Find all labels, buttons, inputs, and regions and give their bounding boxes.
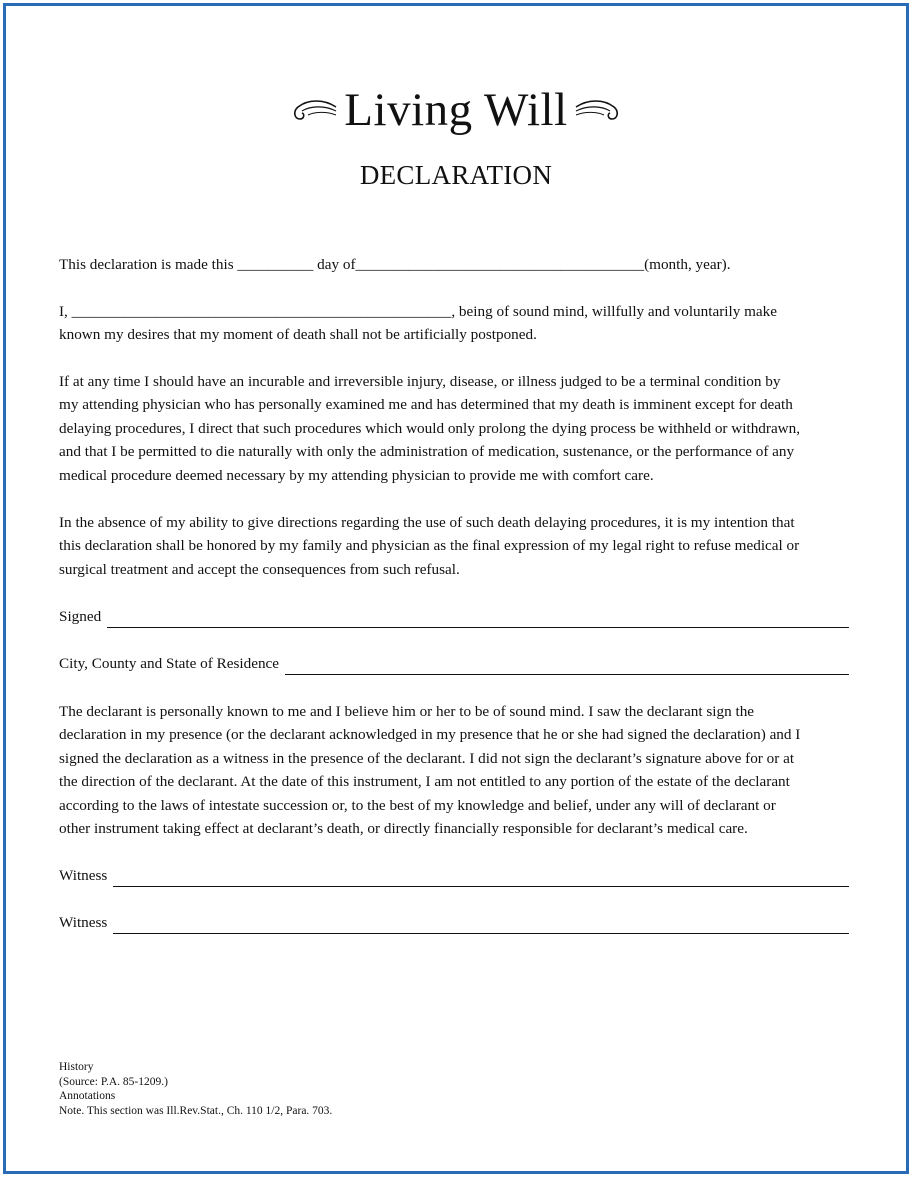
declarant-name-paragraph: I, __________________________________________________, being of sound mind, willfully and voluntarily make known my desires that my moment of death shall not be artificially postponed.	[59, 303, 777, 344]
document-subtitle: DECLARATION	[359, 160, 553, 190]
signed-blank-line[interactable]	[107, 611, 849, 628]
title-block	[0, 80, 912, 140]
residence-blank-line[interactable]	[285, 658, 849, 675]
witness-2-label: Witness	[59, 914, 108, 931]
right-flourish-icon	[574, 95, 622, 125]
footer-source: (Source: P.A. 85-1209.)	[59, 1075, 168, 1088]
witness-statement-paragraph: The declarant is personally known to me and I believe him or her to be of sound mind. I saw the declarant sign the declaration in my presence (or the declarant acknowledged in my presence that he or she had signed the declaration) and I signed the declaration as a witness in the presence of the declarant. I did not sign the declarant’s signature above for or at the direction of the declarant. At the date of this instrument, I am not entitled to any portion of the estate of the declarant according to the laws of intestate succession or, to the best of my knowledge and belief, under any will of declarant or other instrument taking effect at declarant’s death, or directly financially responsible for declarant’s medical care.	[59, 703, 801, 838]
footer-annotations: Annotations	[59, 1090, 116, 1102]
footer-history: History	[59, 1061, 94, 1073]
signed-label: Signed	[59, 608, 102, 625]
history-footer	[59, 1060, 332, 1118]
left-flourish-icon	[290, 95, 338, 125]
witness-2-blank-line[interactable]	[113, 917, 849, 934]
terminal-condition-paragraph: If at any time I should have an incurable and irreversible injury, disease, or illness judged to be a terminal condition by my attending physician who has personally examined me and has determined that my death is imminent except for death delaying procedures, I direct that such procedures which would only prolong the dying process be withheld or withdrawn, and that I be permitted to die naturally with only the administration of medication, sustenance, or the performance of any medical procedure deemed necessary by my attending physician to provide me with comfort care.	[59, 373, 801, 484]
intention-paragraph: In the absence of my ability to give directions regarding the use of such death delaying procedures, it is my intention that this declaration shall be honored by my family and physician as the final expression of my legal right to refuse medical or surgical treatment and accept the consequences from such refusal.	[59, 514, 800, 578]
witness-2-field[interactable]	[59, 911, 849, 934]
footer-note: Note. This section was Ill.Rev.Stat., Ch. 110 1/2, Para. 703.	[59, 1104, 333, 1117]
residence-field[interactable]	[59, 652, 849, 675]
declaration-date-line: This declaration is made this __________ day of______________________________________(month, year).	[59, 256, 731, 273]
witness-1-blank-line[interactable]	[113, 870, 849, 887]
witness-1-field[interactable]	[59, 864, 849, 887]
signed-field[interactable]	[59, 605, 849, 628]
document-title: Living Will	[344, 84, 568, 136]
witness-1-label: Witness	[59, 867, 108, 884]
residence-label: City, County and State of Residence	[59, 655, 280, 672]
